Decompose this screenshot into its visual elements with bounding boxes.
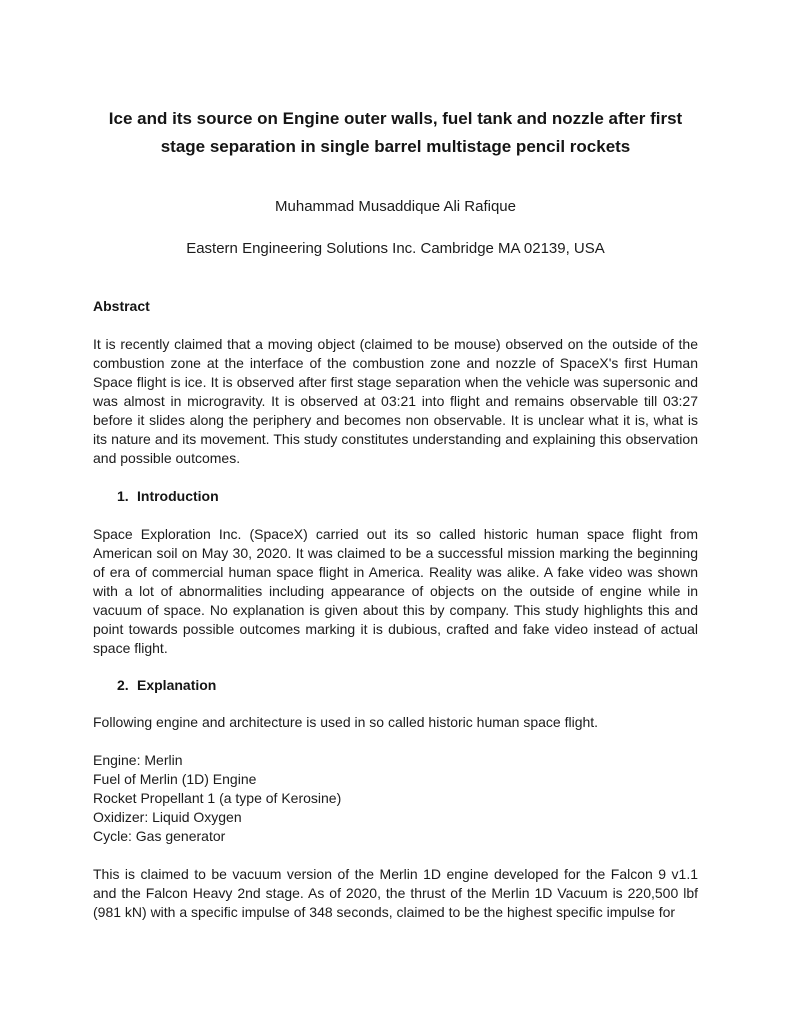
explanation-closing-paragraph: This is claimed to be vacuum version of the Merlin 1D engine developed for the Falcon 9 v1.1 and the Falcon Heavy 2nd stage. As of 2020, the thrust of the Merlin 1D Vacuum is 220,500 lbf (981 kN) with a specific impulse of 348 seconds, claimed to be the highest specific impulse for	[93, 866, 698, 920]
abstract-body: It is recently claimed that a moving object (claimed to be mouse) observed on the outside of the combustion zone at the interface of the combustion zone and nozzle of SpaceX's first Human Space flight is ice. It is observed after first stage separation when the vehicle was supersonic and was almost in microgravity. It is observed at 03:21 into flight and remains observable till 03:27 before it slides along the periphery and becomes non observable. It is unclear what it is, what is its nature and its movement. This study constitutes understanding and explaining this observation and possible outcomes.	[93, 336, 698, 466]
spec-line-propellant: Rocket Propellant 1 (a type of Kerosine)	[93, 790, 342, 806]
explanation-lead-paragraph: Following engine and architecture is used in so called historic human space flight.	[93, 714, 599, 730]
engine-spec-list	[93, 751, 698, 846]
section-title-introduction: Introduction	[137, 488, 219, 504]
spec-line-fuel: Fuel of Merlin (1D) Engine	[93, 771, 257, 787]
paper-title: Ice and its source on Engine outer walls, fuel tank and nozzle after first stage separation in single barrel multistage pencil rockets	[108, 109, 683, 156]
spec-line-oxidizer: Oxidizer: Liquid Oxygen	[93, 809, 242, 825]
section-title-explanation: Explanation	[137, 677, 217, 693]
spec-line-engine: Engine: Merlin	[93, 752, 183, 768]
section-heading-introduction	[93, 487, 698, 506]
section-heading-explanation	[93, 676, 698, 695]
introduction-paragraph: Space Exploration Inc. (SpaceX) carried out its so called historic human space flight from American soil on May 30, 2020. It was claimed to be a successful mission marking the beginning of era of commercial human space flight in America. Reality was alike. A fake video was shown with a lot of abnormalities including appearance of objects on the outside of engine while in vacuum of space. No explanation is given about this by company. This study highlights this and point towards possible outcomes marking it is dubious, crafted and fake video instead of actual space flight.	[93, 526, 698, 656]
paper-author: Muhammad Musaddique Ali Rafique	[275, 198, 516, 215]
abstract-heading: Abstract	[93, 298, 150, 314]
section-number-explanation: 2.	[117, 677, 129, 693]
spec-line-cycle: Cycle: Gas generator	[93, 828, 226, 844]
section-number-introduction: 1.	[117, 488, 129, 504]
paper-affiliation: Eastern Engineering Solutions Inc. Cambridge MA 02139, USA	[186, 240, 605, 257]
